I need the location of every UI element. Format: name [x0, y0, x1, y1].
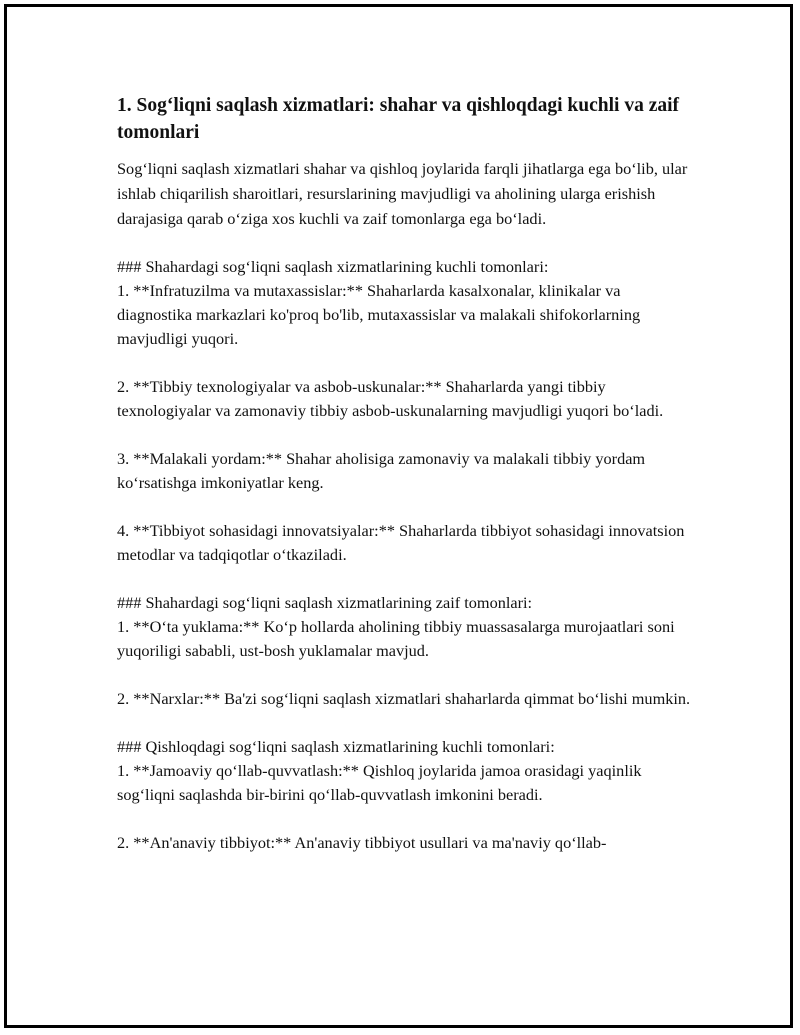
paragraph-gap — [117, 711, 692, 735]
section-urban-strengths-item-1: ### Shahardagi sog‘liqni saqlash xizmatlarining kuchli tomonlari: 1. **Infratuzilma va mutaxassislar:** Shaharlarda kasalxonalar, klinikalar va diagnostika markazlari ko'proq bo'lib, mutaxassislar va malakali shifokorlarning mavjudligi yuqori. — [117, 257, 641, 348]
urban-weaknesses-item-2: 2. **Narxlar:** Ba'zi sog‘liqni saqlash xizmatlari shaharlarda qimmat bo‘lishi mumkin. — [117, 689, 691, 708]
urban-strengths-item-4: 4. **Tibbiyot sohasidagi innovatsiyalar:** Shaharlarda tibbiyot sohasidagi innovatsion metodlar va tadqiqotlar o‘tkaziladi. — [117, 521, 685, 564]
intro-paragraph: Sog‘liqni saqlash xizmatlari shahar va qishloq joylarida farqli jihatlarga ega bo‘lib, ular ishlab chiqarilish sharoitlari, resurslarining mavjudligi va aholining ularga erishish darajasiga qarab o‘ziga xos kuchli va zaif tomonlarga ega bo‘ladi. — [117, 159, 688, 228]
urban-strengths-item-3: 3. **Malakali yordam:** Shahar aholisiga zamonaviy va malakali tibbiy yordam ko‘rsatishga imkoniyatlar keng. — [117, 449, 646, 492]
document-body — [117, 92, 692, 855]
paragraph-gap — [117, 663, 692, 687]
paragraph-gap — [117, 567, 692, 591]
section-rural-strengths-item-1: ### Qishloqdagi sog‘liqni saqlash xizmatlarining kuchli tomonlari: 1. **Jamoaviy qo‘llab-quvvatlash:** Qishloq joylarida jamoa orasidagi yaqinlik sog‘liqni saqlashda bir-birini qo‘llab-quvvatlash imkonini beradi. — [117, 737, 642, 804]
paragraph-gap — [117, 231, 692, 255]
urban-strengths-item-2: 2. **Tibbiy texnologiyalar va asbob-uskunalar:** Shaharlarda yangi tibbiy texnologiyalar va zamonaviy tibbiy asbob-uskunalarning mavjudligi yuqori bo‘ladi. — [117, 377, 664, 420]
paragraph-gap — [117, 423, 692, 447]
section-urban-weaknesses-item-1: ### Shahardagi sog‘liqni saqlash xizmatlarining zaif tomonlari: 1. **O‘ta yuklama:** Ko‘p hollarda aholining tibbiy muassasalarga murojaatlari soni yuqoriligi sababli, ust-bosh yuklamalar mavjud. — [117, 593, 675, 660]
paragraph-gap — [117, 807, 692, 831]
rural-strengths-item-2: 2. **An'anaviy tibbiyot:** An'anaviy tibbiyot usullari va ma'naviy qo‘llab- — [117, 833, 607, 852]
paragraph-gap — [117, 351, 692, 375]
paragraph-gap — [117, 495, 692, 519]
document-title: 1. Sog‘liqni saqlash xizmatlari: shahar va qishloqdagi kuchli va zaif tomonlari — [117, 95, 680, 143]
